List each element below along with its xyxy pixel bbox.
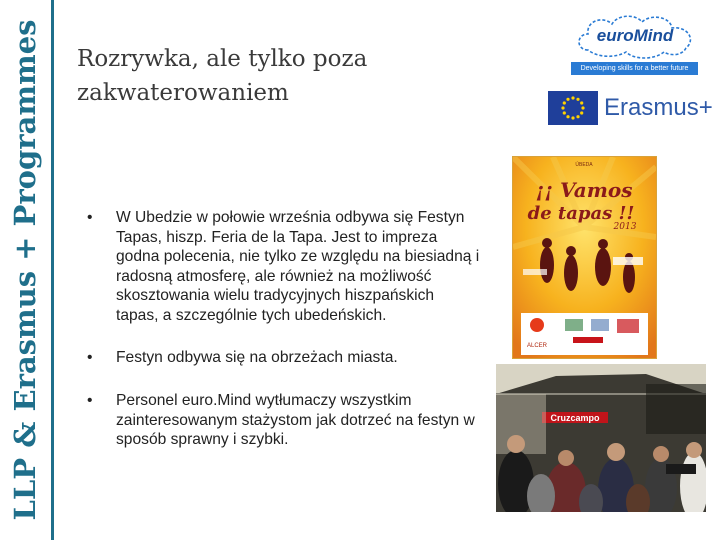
euromind-tagline: Developing skills for a better future [571, 62, 698, 75]
svg-text:ÚBEDA: ÚBEDA [575, 162, 593, 168]
euromind-logo [568, 12, 702, 76]
bullet-text: Festyn odbywa się na obrzeżach miasta. [116, 348, 398, 366]
bullet-marker: • [87, 209, 93, 226]
bullet-item [82, 208, 480, 326]
festival-crowd-photo [496, 364, 706, 512]
poster-headline-1: ¡¡ Vamos [535, 178, 633, 202]
festival-poster-image [512, 156, 657, 359]
poster-year: 2013 [613, 222, 637, 232]
erasmus-word: Erasmus+ [604, 94, 713, 121]
sidebar-title: LLP & Erasmus + Programmes [8, 19, 42, 521]
sidebar-divider [51, 0, 54, 540]
poster-headline-2: de tapas !! [527, 203, 635, 224]
poster-logo-left: ALCER [526, 343, 548, 349]
bullet-text: W Ubedzie w połowie września odbywa się Festyn Tapas, hiszp. Feria de la Tapa. Jest to impreza godna polecenia, nie tylko ze względu na biesiadną i radosną atmosferę, ale również na możliwość skosztowania wielu tradycyjnych hiszpańskich tapas, a szczególnie tych ubedeńskich. [116, 209, 480, 324]
bullet-item [82, 348, 480, 368]
bullet-text: Personel euro.Mind wytłumaczy wszystkim zainteresowanym stażystom jak dotrzeć na festyn w sposób sprawny i szybki. [116, 392, 475, 449]
eu-flag-icon [548, 91, 598, 125]
erasmus-logo [548, 91, 714, 125]
euromind-brand: euroMind [596, 26, 674, 45]
bullet-marker: • [87, 348, 93, 366]
bullet-list [82, 208, 480, 472]
bullet-item [82, 391, 480, 450]
slide-title: Rozrywka, ale tylko poza zakwaterowaniem [77, 46, 368, 106]
photo-banner: Cruzcampo [550, 413, 600, 423]
bullet-marker: • [87, 392, 93, 410]
